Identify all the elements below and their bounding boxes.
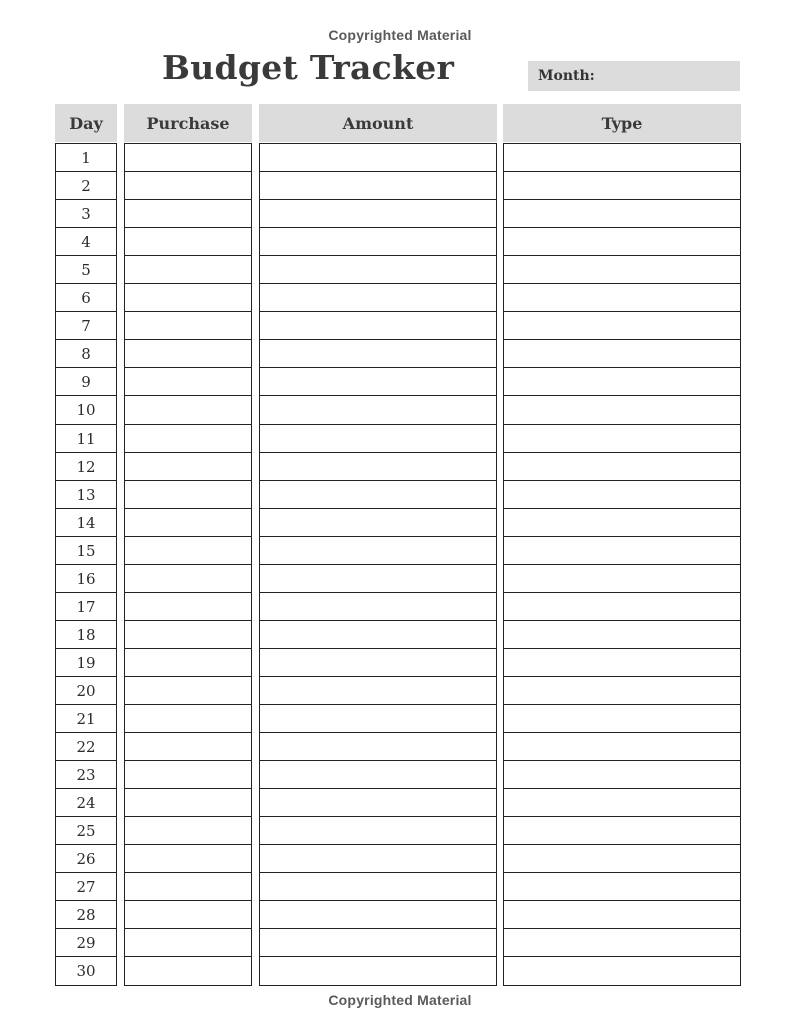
purchase-entry-cell[interactable] (124, 452, 252, 481)
purchase-entry-cell[interactable] (124, 255, 252, 284)
day-number-cell: 14 (55, 508, 117, 537)
purchase-entry-cell[interactable] (124, 592, 252, 621)
day-number-cell: 21 (55, 704, 117, 733)
day-number-cell: 30 (55, 956, 117, 986)
column-header-purchase: Purchase (124, 104, 252, 142)
amount-entry-cell[interactable] (259, 508, 497, 537)
day-number-cell: 13 (55, 480, 117, 509)
amount-entry-cell[interactable] (259, 395, 497, 425)
day-number-cell: 8 (55, 339, 117, 368)
amount-entry-cell[interactable] (259, 648, 497, 677)
type-entry-cell[interactable] (503, 676, 741, 705)
type-entry-cell[interactable] (503, 339, 741, 368)
day-number-cell: 12 (55, 452, 117, 481)
type-entry-cell[interactable] (503, 900, 741, 929)
purchase-entry-cell[interactable] (124, 171, 252, 200)
purchase-entry-cell[interactable] (124, 424, 252, 453)
day-number-cell: 7 (55, 311, 117, 340)
type-entry-cell[interactable] (503, 844, 741, 873)
amount-entry-cell[interactable] (259, 732, 497, 761)
purchase-entry-cell[interactable] (124, 788, 252, 817)
type-entry-cell[interactable] (503, 732, 741, 761)
purchase-entry-cell[interactable] (124, 480, 252, 509)
amount-entry-cell[interactable] (259, 844, 497, 873)
purchase-entry-cell[interactable] (124, 620, 252, 649)
day-number-cell: 10 (55, 395, 117, 425)
amount-entry-cell[interactable] (259, 367, 497, 396)
day-number-cell: 6 (55, 283, 117, 312)
type-entry-cell[interactable] (503, 816, 741, 845)
amount-entry-cell[interactable] (259, 171, 497, 200)
type-entry-cell[interactable] (503, 424, 741, 453)
type-entry-cell[interactable] (503, 283, 741, 312)
purchase-entry-cell[interactable] (124, 816, 252, 845)
amount-entry-cell[interactable] (259, 255, 497, 284)
amount-entry-cell[interactable] (259, 311, 497, 340)
type-entry-cell[interactable] (503, 171, 741, 200)
type-entry-cell[interactable] (503, 255, 741, 284)
amount-entry-cell[interactable] (259, 900, 497, 929)
day-number-cell: 20 (55, 676, 117, 705)
purchase-entry-cell[interactable] (124, 844, 252, 873)
type-entry-cell[interactable] (503, 620, 741, 649)
type-entry-cell[interactable] (503, 395, 741, 425)
type-entry-cell[interactable] (503, 536, 741, 565)
day-number-cell: 25 (55, 816, 117, 845)
day-number-cell: 23 (55, 760, 117, 789)
day-number-cell: 27 (55, 872, 117, 901)
amount-entry-cell[interactable] (259, 956, 497, 986)
amount-entry-cell[interactable] (259, 143, 497, 172)
day-number-cell: 26 (55, 844, 117, 873)
purchase-entry-cell[interactable] (124, 227, 252, 256)
purchase-entry-cell[interactable] (124, 143, 252, 172)
amount-entry-cell[interactable] (259, 227, 497, 256)
column-header-day: Day (55, 104, 117, 142)
type-entry-cell[interactable] (503, 592, 741, 621)
amount-entry-cell[interactable] (259, 199, 497, 228)
purchase-entry-cell[interactable] (124, 339, 252, 368)
purchase-entry-cell[interactable] (124, 508, 252, 537)
day-number-cell: 17 (55, 592, 117, 621)
type-entry-cell[interactable] (503, 452, 741, 481)
purchase-entry-cell[interactable] (124, 900, 252, 929)
purchase-entry-cell[interactable] (124, 367, 252, 396)
day-number-cell: 18 (55, 620, 117, 649)
day-number-cell: 16 (55, 564, 117, 593)
type-entry-cell[interactable] (503, 956, 741, 986)
purchase-entry-cell[interactable] (124, 311, 252, 340)
purchase-entry-cell[interactable] (124, 676, 252, 705)
type-entry-cell[interactable] (503, 704, 741, 733)
page-title: Budget Tracker (162, 48, 455, 87)
day-number-cell: 3 (55, 199, 117, 228)
day-number-cell: 9 (55, 367, 117, 396)
purchase-entry-cell[interactable] (124, 283, 252, 312)
amount-entry-cell[interactable] (259, 564, 497, 593)
day-number-cell: 19 (55, 648, 117, 677)
day-number-cell: 11 (55, 424, 117, 453)
purchase-entry-cell[interactable] (124, 564, 252, 593)
amount-entry-cell[interactable] (259, 676, 497, 705)
type-entry-cell[interactable] (503, 564, 741, 593)
purchase-entry-cell[interactable] (124, 199, 252, 228)
day-number-cell: 2 (55, 171, 117, 200)
amount-entry-cell[interactable] (259, 816, 497, 845)
purchase-entry-cell[interactable] (124, 704, 252, 733)
type-entry-cell[interactable] (503, 199, 741, 228)
amount-entry-cell[interactable] (259, 339, 497, 368)
day-number-cell: 29 (55, 928, 117, 957)
amount-entry-cell[interactable] (259, 928, 497, 957)
column-header-amount: Amount (259, 104, 497, 142)
amount-entry-cell[interactable] (259, 283, 497, 312)
day-number-cell: 1 (55, 143, 117, 172)
day-number-cell: 24 (55, 788, 117, 817)
copyright-notice-top: Copyrighted Material (328, 27, 472, 43)
type-entry-cell[interactable] (503, 143, 741, 172)
type-entry-cell[interactable] (503, 480, 741, 509)
type-entry-cell[interactable] (503, 227, 741, 256)
day-number-cell: 15 (55, 536, 117, 565)
amount-entry-cell[interactable] (259, 872, 497, 901)
month-label: Month: (538, 68, 595, 84)
purchase-entry-cell[interactable] (124, 648, 252, 677)
amount-entry-cell[interactable] (259, 452, 497, 481)
column-header-type: Type (503, 104, 741, 142)
amount-entry-cell[interactable] (259, 480, 497, 509)
day-number-cell: 5 (55, 255, 117, 284)
purchase-entry-cell[interactable] (124, 928, 252, 957)
purchase-entry-cell[interactable] (124, 956, 252, 986)
type-entry-cell[interactable] (503, 788, 741, 817)
copyright-notice-bottom: Copyrighted Material (328, 992, 472, 1008)
amount-entry-cell[interactable] (259, 704, 497, 733)
purchase-entry-cell[interactable] (124, 872, 252, 901)
type-entry-cell[interactable] (503, 648, 741, 677)
amount-entry-cell[interactable] (259, 536, 497, 565)
amount-entry-cell[interactable] (259, 592, 497, 621)
month-field[interactable] (528, 61, 740, 91)
amount-entry-cell[interactable] (259, 620, 497, 649)
day-number-cell: 4 (55, 227, 117, 256)
type-entry-cell[interactable] (503, 872, 741, 901)
purchase-entry-cell[interactable] (124, 732, 252, 761)
purchase-entry-cell[interactable] (124, 395, 252, 425)
amount-entry-cell[interactable] (259, 424, 497, 453)
type-entry-cell[interactable] (503, 367, 741, 396)
purchase-entry-cell[interactable] (124, 760, 252, 789)
day-number-cell: 22 (55, 732, 117, 761)
type-entry-cell[interactable] (503, 508, 741, 537)
type-entry-cell[interactable] (503, 760, 741, 789)
type-entry-cell[interactable] (503, 928, 741, 957)
amount-entry-cell[interactable] (259, 788, 497, 817)
type-entry-cell[interactable] (503, 311, 741, 340)
purchase-entry-cell[interactable] (124, 536, 252, 565)
amount-entry-cell[interactable] (259, 760, 497, 789)
day-number-cell: 28 (55, 900, 117, 929)
